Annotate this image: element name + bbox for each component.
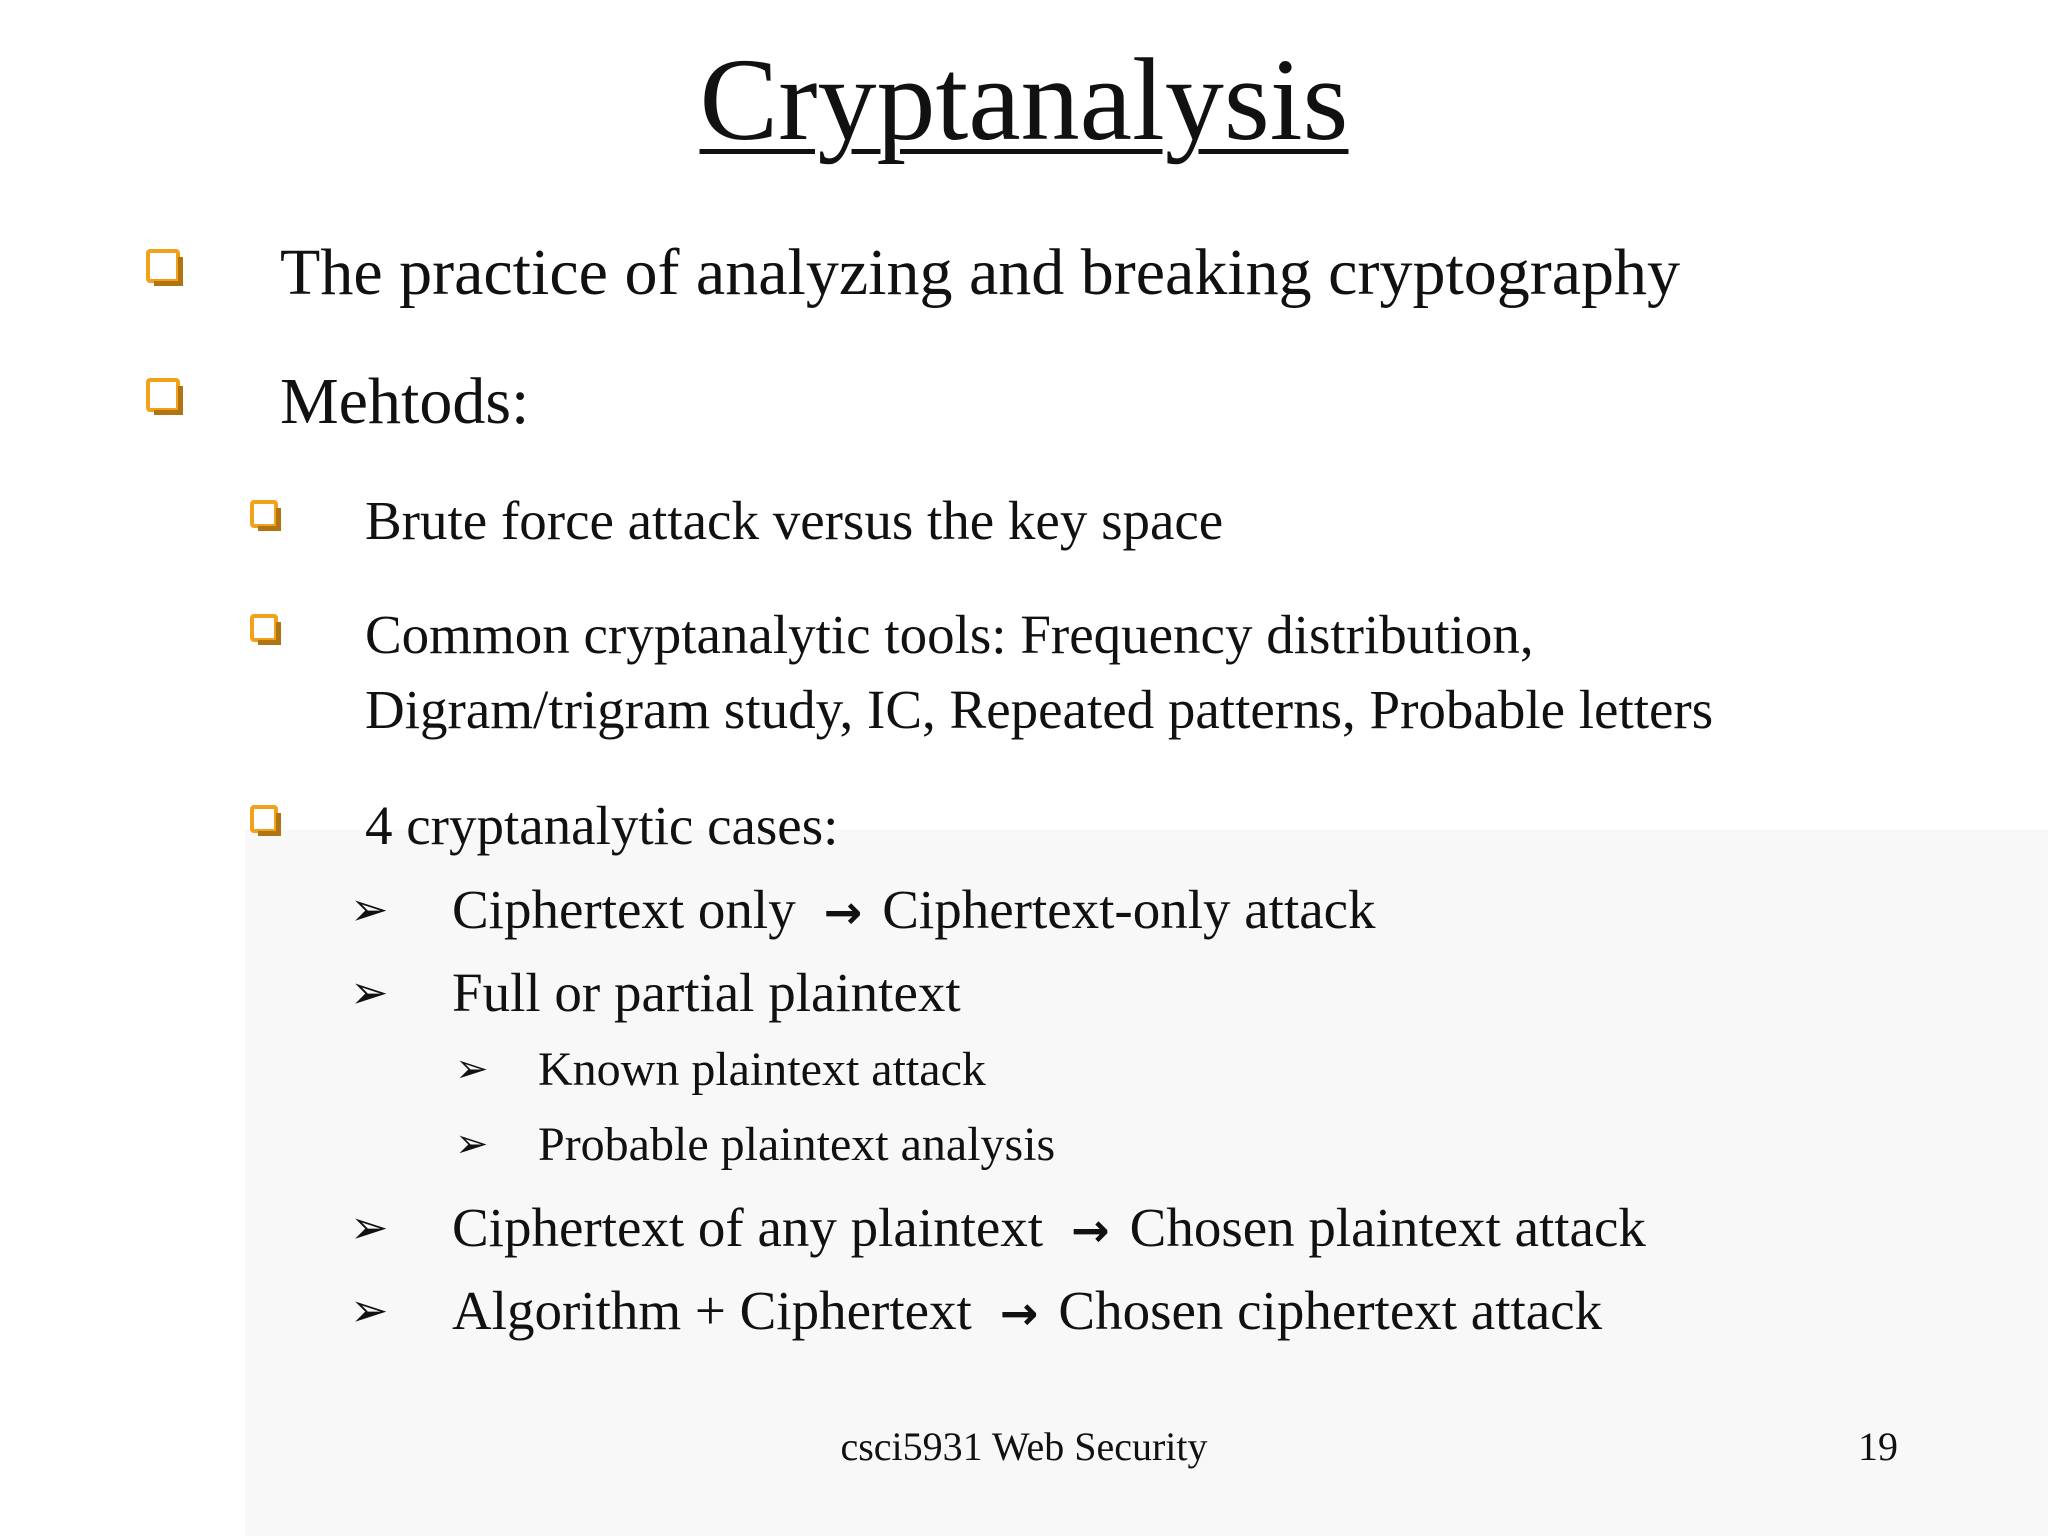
case-full-partial: Full or partial plaintext: [452, 962, 961, 1023]
case-chosen-ciphertext: [452, 1273, 1602, 1351]
arrowhead-bullet-icon: ➢: [455, 1121, 489, 1167]
case-left: Algorithm + Ciphertext: [452, 1280, 972, 1341]
case-ciphertext-only: [452, 872, 1376, 950]
arrowhead-bullet-icon: ➢: [455, 1046, 489, 1092]
right-arrow-icon: →: [999, 1286, 1039, 1340]
slide-title: Cryptanalysis: [699, 34, 1349, 165]
method-brute-force: Brute force attack versus the key space: [365, 490, 1224, 551]
arrowhead-bullet-icon: ➢: [350, 1200, 389, 1254]
bullet-methods: Mehtods:: [280, 365, 530, 438]
right-arrow-icon: →: [1071, 1203, 1110, 1257]
right-arrow-icon: →: [823, 885, 863, 939]
bullet-definition: The practice of analyzing and breaking cryptography: [280, 236, 1681, 309]
arrowhead-bullet-icon: ➢: [350, 1283, 389, 1337]
method-cases: 4 cryptanalytic cases:: [365, 795, 839, 856]
page-number: 19: [1858, 1424, 1898, 1469]
case-right: Chosen ciphertext attack: [1058, 1280, 1603, 1341]
case-left: Ciphertext only: [452, 879, 796, 940]
square-bullet-icon: [250, 500, 278, 528]
square-bullet-icon: [146, 249, 180, 283]
arrowhead-bullet-icon: ➢: [350, 882, 389, 936]
square-bullet-icon: [146, 378, 180, 412]
method-tools-line2: Digram/trigram study, IC, Repeated patterns, Probable letters: [365, 679, 1714, 740]
case-right: Ciphertext-only attack: [882, 879, 1376, 940]
case-left: Ciphertext of any plaintext: [452, 1197, 1044, 1258]
square-bullet-icon: [250, 805, 278, 833]
case-chosen-plaintext: [452, 1190, 1646, 1268]
square-bullet-icon: [250, 614, 278, 642]
subcase-probable-plaintext: Probable plaintext analysis: [538, 1118, 1056, 1171]
method-tools-line1: Common cryptanalytic tools: Frequency distribution,: [365, 604, 1534, 665]
arrowhead-bullet-icon: ➢: [350, 965, 389, 1019]
subcase-known-plaintext: Known plaintext attack: [538, 1043, 986, 1096]
case-right: Chosen plaintext attack: [1129, 1197, 1646, 1258]
slide-footer: csci5931 Web Security: [840, 1424, 1208, 1469]
